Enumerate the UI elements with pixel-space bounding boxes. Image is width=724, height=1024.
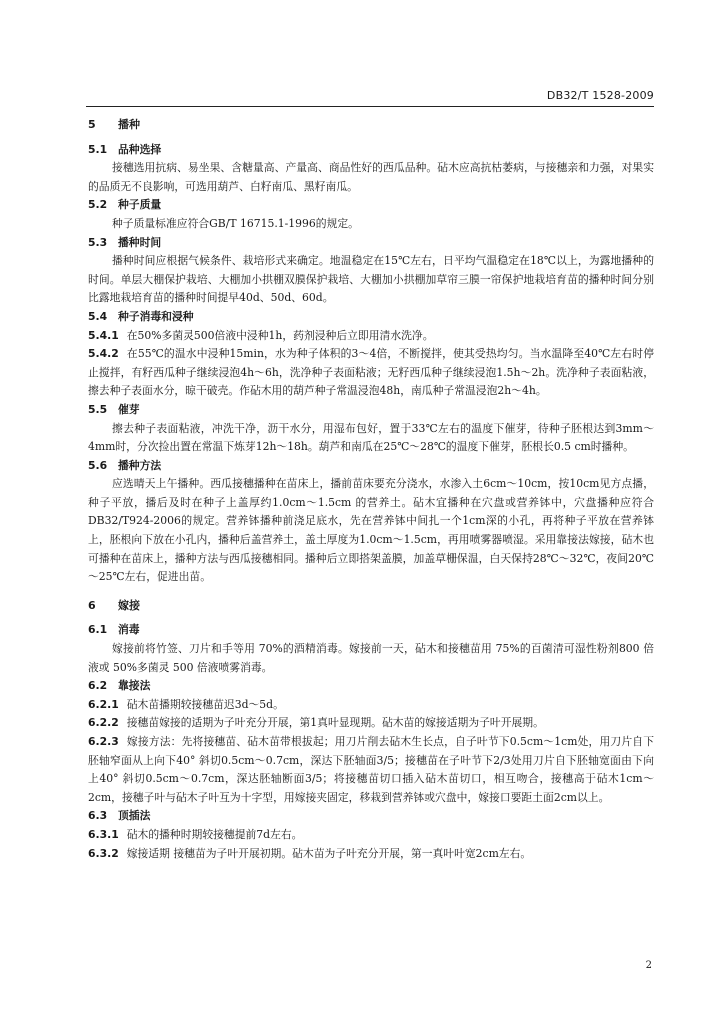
header-rule: [86, 106, 654, 107]
clause-number: 6.3.2: [88, 846, 119, 860]
clause-text: 砧木苗播期较接穗苗迟3d～5d。: [126, 697, 284, 711]
section-5-3-heading: [88, 234, 654, 253]
section-title: 品种选择: [118, 142, 162, 156]
section-5-1-heading: [88, 141, 654, 160]
section-number: 5: [88, 118, 96, 131]
page-number: 2: [645, 960, 652, 971]
standard-code: DB32/T 1528-2009: [546, 89, 654, 102]
clause-text: 砧木的播种时期较接穗提前7d左右。: [126, 827, 303, 841]
section-number: 5.3: [88, 235, 108, 249]
clause-number: 6.3.1: [88, 827, 119, 841]
section-number: 6.3: [88, 809, 108, 823]
clause-text: 嫁接方法：先将接穗苗、砧木苗带根拔起；用刀片削去砧木生长点，自子叶节下0.5cm～1cm处，用刀片自下胚轴窄面从上向下40° 斜切0.5cm～0.7cm，深达下胚轴面3/5；接穗苗在子叶节下2/3处用刀片自下胚轴宽面由下向上40° 斜切0.5cm～0.7cm，深达胚轴断面3/5；将接穗苗切口插入砧木苗切口，相互吻合，接穗高于砧木1cm～2cm，接穗子叶与砧木子叶互为十字型，用嫁接夹固定，移栽到营养钵或穴盘中，嫁接口要距土面2cm以上。: [88, 735, 654, 804]
section-5-1-text: 接穗选用抗病、易坐果、含糖量高、产量高、商品性好的西瓜品种。砧木应高抗枯萎病，与接穗亲和力强，对果实的品质无不良影响，可选用葫芦、白籽南瓜、黑籽南瓜。: [88, 161, 654, 193]
section-title: 播种时间: [118, 235, 162, 249]
clause-6-2-2: [88, 714, 654, 733]
clause-6-2-1: [88, 696, 654, 715]
section-5-5-heading: [88, 401, 654, 420]
section-title: 嫁接: [118, 598, 140, 612]
clause-text: 接穗苗嫁接的适期为子叶充分开展，第1真叶显现期。砧木苗的嫁接适期为子叶开展期。: [126, 716, 544, 730]
section-title: 种子质量: [118, 198, 162, 212]
clause-number: 5.4.1: [88, 328, 119, 342]
clause-5-4-2: [88, 345, 654, 401]
section-number: 6.1: [88, 623, 108, 637]
section-5-heading: [88, 116, 654, 135]
section-6-3-heading: [88, 807, 654, 826]
clause-number: 6.2.1: [88, 697, 119, 711]
section-6-1-heading: [88, 621, 654, 640]
section-5-3-text: 播种时间应根据气候条件、栽培形式来确定。地温稳定在15℃左右，日平均气温稳定在18℃以上，为露地播种的时间。单层大棚保护栽培、大棚加小拱棚双膜保护栽培、大棚加小拱棚加草帘三膜一帘保护地栽培育苗的播种时间分别比露地栽培育苗的播种时间提早40d、50d、60d。: [88, 254, 654, 305]
section-title: 消毒: [118, 623, 140, 637]
document-body: [88, 110, 654, 863]
clause-5-4-1: [88, 327, 654, 346]
section-title: 播种: [118, 118, 140, 131]
section-title: 催芽: [118, 402, 140, 416]
section-5-2-heading: [88, 196, 654, 215]
section-6-1-text: 嫁接前将竹签、刀片和手等用 70%的酒精消毒。嫁接前一天，砧木和接穗苗用 75%的百菌清可湿性粉剂800 倍液或 50%多菌灵 500 倍液喷雾消毒。: [88, 642, 654, 674]
section-6-heading: [88, 597, 654, 616]
section-6-2-heading: [88, 677, 654, 696]
section-number: 5.4: [88, 309, 108, 323]
clause-number: 6.2.2: [88, 716, 119, 730]
clause-6-3-1: [88, 826, 654, 845]
section-title: 顶插法: [118, 809, 151, 823]
clause-6-2-3: [88, 733, 654, 807]
section-title: 播种方法: [118, 458, 162, 472]
section-title: 靠接法: [118, 679, 151, 693]
section-5-5-text: 擦去种子表面粘液，冲洗干净，沥干水分，用湿布包好，置于33℃左右的温度下催芽，待种子胚根达到3mm～4mm时，分次捡出置在常温下炼芽12h～18h。葫芦和南瓜在25℃～28℃的温度下催芽，胚根长0.5 cm时播种。: [88, 421, 654, 454]
clause-text: 在50%多菌灵500倍液中浸种1h，药剂浸种后立即用清水洗净。: [126, 328, 434, 342]
clause-text: 嫁接适期 接穗苗为子叶开展初期。砧木苗为子叶充分开展，第一真叶叶宽2cm左右。: [126, 846, 532, 860]
section-5-2-text: 种子质量标准应符合GB/T 16715.1-1996的规定。: [112, 216, 359, 230]
section-number: 6.2: [88, 679, 108, 693]
section-number: 5.1: [88, 142, 108, 156]
section-5-6-text: 应选晴天上午播种。西瓜接穗播种在苗床上，播前苗床要充分浇水，水渗入土6cm～10cm，按10cm见方点播，种子平放，播后及时在种子上盖厚约1.0cm～1.5cm 的营养土。砧木宜播种在穴盘或营养钵中，穴盘播种应符合DB32/T924-2006的规定。营养钵播种前浇足底水，先在营养钵中间扎一个1cm深的小孔，再将种子平放在营养钵上，胚根向下放在小孔内，播种后盖营养土，盖土厚度为1.0cm～1.5cm，再用喷雾器喷湿。采用靠接法嫁接，砧木也可播种在苗床上，播种方法与西瓜接穗相同。播种后立即搭架盖膜，加盖草栅保温，白天保持28℃～32℃，夜间20℃～25℃左右，促进出苗。: [88, 477, 654, 584]
section-title: 种子消毒和浸种: [118, 309, 194, 323]
section-number: 5.2: [88, 198, 108, 212]
section-number: 5.5: [88, 402, 108, 416]
section-number: 5.6: [88, 458, 108, 472]
section-5-4-heading: [88, 308, 654, 327]
section-5-6-heading: [88, 457, 654, 476]
clause-number: 5.4.2: [88, 347, 119, 361]
section-number: 6: [88, 598, 96, 612]
clause-number: 6.2.3: [88, 735, 119, 748]
clause-6-3-2: [88, 845, 654, 864]
clause-text: 在55℃的温水中浸种15min，水为种子体积的3～4倍，不断搅拌，使其受热均匀。当水温降至40℃左右时停止搅拌，有籽西瓜种子继续浸泡4h～6h，洗净种子表面粘液；无籽西瓜种子继续浸泡1.5h～2h。洗净种子表面粘液，擦去种子表面水分，晾干破壳。作砧木用的葫芦种子常温浸泡48h，南瓜种子常温浸泡2h～4h。: [88, 347, 654, 398]
